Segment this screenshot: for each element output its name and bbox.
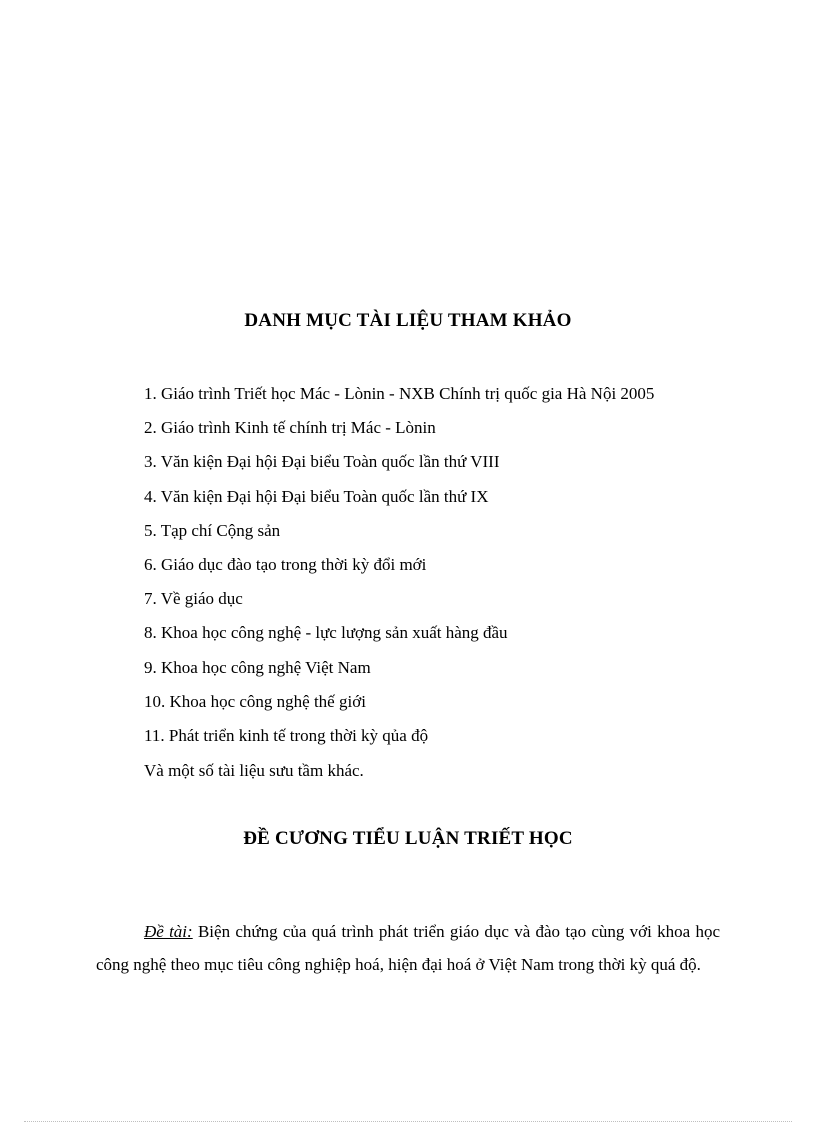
reference-extra-note: Và một số tài liệu sưu tầm khác. [144,761,364,780]
reference-item-8: 8. Khoa học công nghệ - lực lượng sản xuất hàng đầu [144,623,508,643]
reference-item-4: 4. Văn kiện Đại hội Đại biểu Toàn quốc lần thứ IX [144,486,489,506]
reference-item-9: 9. Khoa học công nghệ Việt Nam [144,657,371,677]
references-title: DANH MỤC TÀI LIỆU THAM KHẢO [244,310,572,331]
topic-paragraph [96,915,720,981]
reference-item-7: 7. Về giáo dục [144,589,243,609]
topic-text: Biện chứng của quá trình phát triển giáo dục và đào tạo cùng với khoa học công nghệ theo mục tiêu công nghiệp hoá, hiện đại hoá ở Việt Nam trong thời kỳ quá độ. [96,922,720,974]
reference-item-3: 3. Văn kiện Đại hội Đại biểu Toàn quốc lần thứ VIII [144,452,500,472]
outline-title: ĐỀ CƯƠNG TIỂU LUẬN TRIẾT HỌC [243,828,573,849]
reference-item-11: 11. Phát triển kinh tế trong thời kỳ qủa độ [144,725,429,745]
reference-item-2: 2. Giáo trình Kinh tế chính trị Mác - Lònin [144,418,436,438]
reference-item-10: 10. Khoa học công nghệ thế giới [144,691,366,711]
page-bottom-divider [24,1121,792,1122]
reference-item-1: 1. Giáo trình Triết học Mác - Lònin - NXB Chính trị quốc gia Hà Nội 2005 [144,384,655,403]
reference-item-5: 5. Tạp chí Cộng sản [144,520,281,540]
topic-label: Đề tài: [144,922,193,941]
reference-list [144,381,654,757]
reference-item-6: 6. Giáo dục đào tạo trong thời kỳ đổi mới [144,554,427,574]
